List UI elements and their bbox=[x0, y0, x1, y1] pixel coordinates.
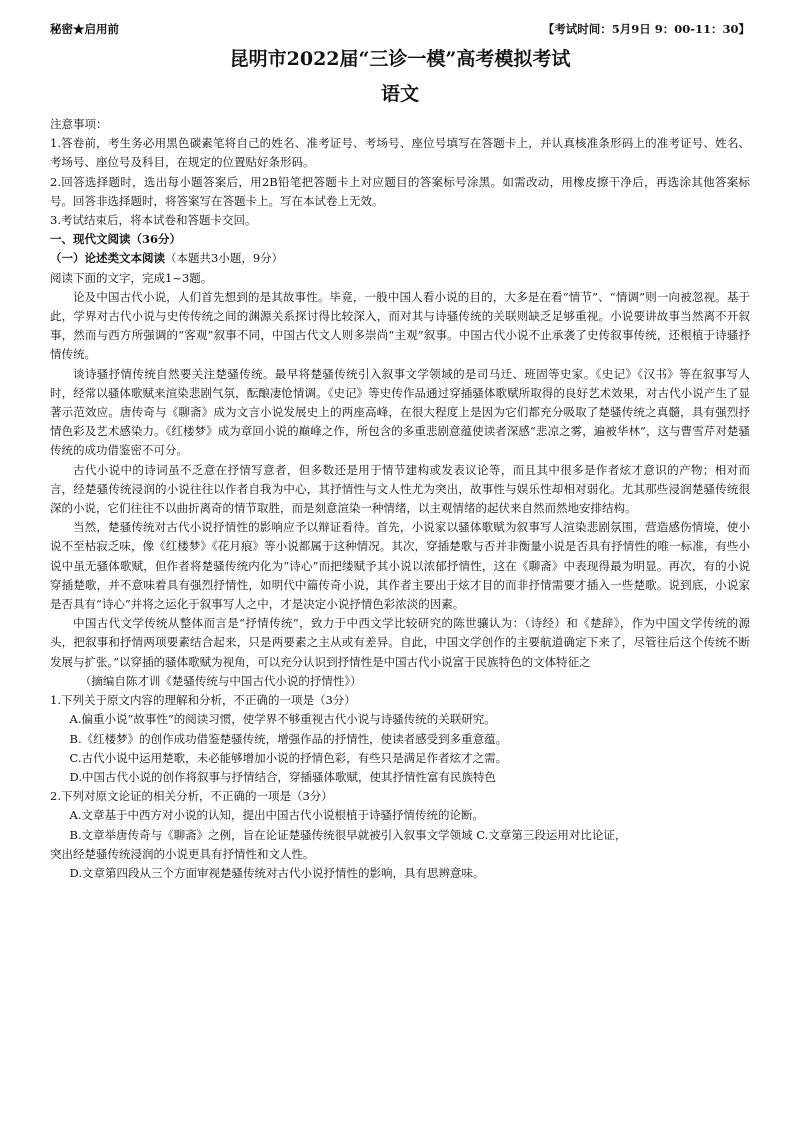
passage-paragraph-3: 古代小说中的诗词虽不乏意在抒情写意者，但多数还是用于情节建构或发表议论等，而且其中很多是作者炫才意识的产物；相对而言，经楚骚传统浸润的小说往往以作者自我为中心，其抒情性与文人性尤为突出，故事性与娱乐性却相对弱化。尤其那些浸润楚骚传统很深的小说，它们往往不以曲折离奇的情节取胜，而是刻意渲染一种情绪，以主观情绪的起伏来自然而然地安排结构。 bbox=[50, 462, 750, 516]
part-note: （本题共3小题，9分） bbox=[165, 251, 284, 266]
reading-instruction: 阅读下面的文字，完成1~3题。 bbox=[50, 270, 213, 285]
question-2-option-a: A.文章基于中西方对小说的认知，提出中国古代小说根植于诗骚抒情传统的论断。 bbox=[69, 808, 485, 823]
top-bar bbox=[50, 20, 750, 38]
question-1-option-c: C.古代小说中运用楚歌，未必能够增加小说的抒情色彩，有些只是满足作者炫才之需。 bbox=[69, 750, 508, 765]
notice-item-3: 3.考试结束后，将本试卷和答题卡交回。 bbox=[50, 213, 257, 228]
question-1-stem: 1.下列关于原文内容的理解和分析，不正确的一项是（3分） bbox=[50, 693, 356, 708]
notice-heading: 注意事项： bbox=[50, 117, 108, 131]
exam-page bbox=[50, 20, 750, 883]
question-2-option-c-continued: 突出经楚骚传统浸润的小说更具有抒情性和文人性。 bbox=[50, 846, 315, 861]
question-2-option-d: D.文章第四段从三个方面审视楚骚传统对古代小说抒情性的影响，具有思辨意味。 bbox=[69, 865, 485, 880]
exam-title: 昆明市2022届“三诊一模”高考模拟考试 bbox=[229, 48, 571, 70]
secret-label: 秘密★启用前 bbox=[50, 22, 119, 36]
section-heading: 一、现代文阅读（36分） bbox=[50, 232, 182, 247]
passage-paragraph-1: 论及中国古代小说，人们首先想到的是其故事性。毕竟，一般中国人看小说的目的，大多是在看“情节”、“情调”则一向被忽视。基于此，学界对古代小说与史传传统之间的渊源关系探讨得比较深入，而对其与诗骚传统的关联则缺乏足够重视。小说要讲故事当然离不开叙事，然而与西方所强调的“客观”叙事不同，中国古代文人则多崇尚“主观”叙事。中国古代小说不止承袭了史传叙事传统，还根植于诗骚抒情传统。 bbox=[50, 289, 750, 362]
question-2-option-b: B.文章举唐传奇与《聊斋》之例，旨在论证楚骚传统很早就被引入叙事文学领域 C.文章第三段运用对比论证， bbox=[69, 827, 627, 842]
question-1-option-b: B.《红楼梦》的创作成功借鉴楚骚传统，增强作品的抒情性，使读者感受到多重意蕴。 bbox=[69, 731, 508, 746]
subject-title: 语文 bbox=[380, 83, 419, 105]
question-1-option-a: A.偏重小说“故事性”的阅读习惯，使学界不够重视古代小说与诗骚传统的关联研究。 bbox=[69, 712, 496, 727]
part-heading bbox=[50, 249, 750, 268]
passage-paragraph-2: 谈诗骚抒情传统自然要关注楚骚传统。最早将楚骚传统引入叙事文学领域的是司马迁、班固等史家。《史记》《汉书》等在叙事写人时，经常以骚体歌赋来渲染悲剧气氛，酝酿凄怆情调。《史记》等史传作品通过穿插骚体歌赋所取得的良好艺术效果，对古代小说产生了显著示范效应。唐传奇与《聊斋》成为文言小说发展史上的两座高峰，在很大程度上是因为它们都充分吸取了楚骚传统之真髓，具有强烈抒情色彩及艺术感染力。《红楼梦》成为章回小说的巅峰之作，所包含的多重悲剧意蕴使读者深感“悲凉之雾，遍被华林”，这与曹雪芹对楚骚传统的成功借鉴密不可分。 bbox=[50, 366, 750, 458]
notice-item-1: 1.答卷前，考生务必用黑色碳素笔将自己的姓名、准考证号、考场号、座位号填写在答题卡上，并认真核准条形码上的准考证号、姓名、考场号、座位号及科目，在规定的位置贴好条形码。 bbox=[50, 136, 750, 170]
question-2-stem: 2.下列对原文论证的相关分析，不正确的一项是（3分） bbox=[50, 789, 333, 804]
passage-paragraph-5: 中国古代文学传统从整体而言是“抒情传统”，致力于中西文学比较研究的陈世骧认为：（诗经）和《楚辞》，作为中国文学传统的源头，把叙事和抒情两项要素结合起来，只是两要素之主从或有差异。自此，中国文学创作的主要航道确定下来了，尽管往后这个传统不断发展与扩张。”以穿插的骚体歌赋为视角，可以充分认识到抒情性是中国古代小说富于民族特色的文体特征之 bbox=[50, 616, 750, 669]
notice-item-2: 2.回答选择题时，选出每小题答案后，用2B铅笔把答题卡上对应题目的答案标号涂黑。如需改动，用橡皮擦干净后，再选涂其他答案标号。回答非选择题时，将答案写在答题卡上。写在本试卷上无效。 bbox=[50, 174, 750, 208]
question-1-option-d: D.中国古代小说的创作将叙事与抒情结合，穿插骚体歌赋，使其抒情性富有民族特色 bbox=[69, 769, 497, 784]
passage-source: （摘编自陈才训《楚骚传统与中国古代小说的抒情性》） bbox=[79, 673, 362, 688]
passage-paragraph-4: 当然，楚骚传统对古代小说抒情性的影响应予以辩证看待。首先，小说家以骚体歌赋为叙事写人渲染悲剧氛围，营造感伤情境，使小说不至枯寂乏味，像《红楼梦》《花月痕》等小说都属于这种情况。其次，穿插楚歌与否并非衡量小说是否具有抒情性的唯一标准，有些小说中虽无骚体歌赋，但作者将楚骚传统内化为“诗心”而把缕赋予其小说以浓郁抒情性，这在《聊斋》中表现得最为明显。再次，有的小说穿插楚歌，并不意味着具有强烈抒情性，如明代中篇传奇小说，其作者主要出于炫才目的而非抒情需要才插入一些楚歌。说到底，小说家是否具有“诗心”并将之运化于叙事写人之中，才是决定小说抒情色彩浓淡的因素。 bbox=[50, 520, 750, 612]
exam-time: 【考试时间：5月9日 9：00-11：30】 bbox=[542, 22, 750, 36]
part-title: （一）论述类文本阅读 bbox=[50, 251, 165, 266]
